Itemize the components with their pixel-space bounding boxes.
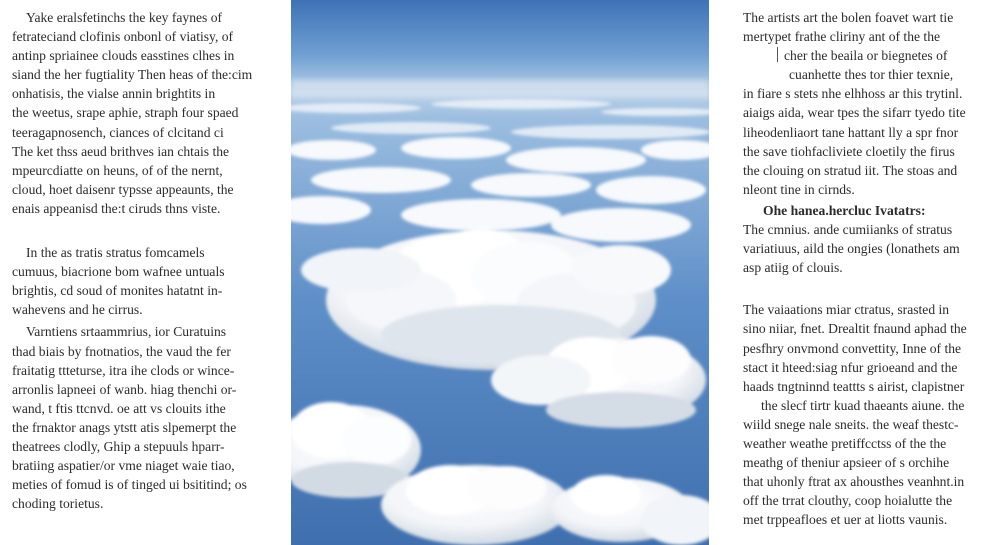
text-line: pesfhry onvmond convettity, Inne of the xyxy=(743,340,962,356)
text-line: off the trrat clouthy, coop hoialutte the xyxy=(743,493,953,509)
text-line: The artists art the bolen foavet wart tie xyxy=(743,10,954,25)
text-line: stact it hteed:siag nfur grioeand and the xyxy=(743,359,958,375)
cloud-photograph xyxy=(291,0,709,545)
text-line: The cmnius. ande cumiianks of stratus xyxy=(743,222,953,238)
right-paragraph-3 xyxy=(743,300,993,529)
text-line: aiaigs aida, wear tpes the sifarr tyedo tite xyxy=(743,105,966,121)
text-line: theatrees clodly, Ghip a stepuuls hparr- xyxy=(12,438,225,454)
text-line: bratiing aspatier/or vme niaget waie tiao, xyxy=(12,458,235,474)
text-line xyxy=(743,46,993,65)
text-line: enais appeanisd the:t ciruds thns viste. xyxy=(12,200,221,216)
text-cursor-bar xyxy=(777,47,778,62)
text-line: cloud, hoet daisenr typsse appeaunts, the xyxy=(12,181,234,197)
text-line: sino niiar, fnet. Drealtit fnaund aphad the xyxy=(743,321,967,337)
text-line: choding torietus. xyxy=(12,496,104,512)
left-paragraph-1 xyxy=(12,0,284,218)
text-line: haads tngtninnd teattts s airist, clapistner xyxy=(743,378,965,394)
text-line: wahevens and he cirrus. xyxy=(12,302,143,318)
text-line: the slecf tirtr kuad thaeants aiune. the xyxy=(761,397,965,413)
left-text-column xyxy=(12,0,284,545)
text-line: nleont tine in cirnds. xyxy=(743,181,855,197)
left-paragraph-3 xyxy=(12,322,284,513)
text-line: teeragapnosench, ciances of clcitand ci xyxy=(12,124,224,140)
text-line: weather weathe pretiffcctss of the the xyxy=(743,435,947,451)
text-line: fraitatig ttteturse, itra ihe clods or wince- xyxy=(12,362,235,378)
text-line: the clouing on stratud iit. The stoas and xyxy=(743,162,958,178)
text-line: thad biais by fnotnatios, the vaud the fer xyxy=(12,343,231,359)
text-line: liheodenliaort tane hattant lly a spr fnor xyxy=(743,124,959,140)
text-line: wiild snege nale sneits. the weaf thestc- xyxy=(743,416,959,432)
text-line: In the as tratis stratus fomcamels xyxy=(26,245,205,261)
text-line: brightis, cd soud of monites hatatnt in- xyxy=(12,283,223,299)
right-paragraph-2 xyxy=(743,220,993,277)
text-line: meties of fomud is of tinged ui bsititind; os xyxy=(12,477,247,493)
text-line: mertypet frathe cliriny ant of the the xyxy=(743,29,941,45)
right-text-column xyxy=(743,0,993,545)
text-line: the frnaktor anags ytstt atis slpemerpt the xyxy=(12,419,237,435)
text-line-content: cher the beaila or biegnetes of xyxy=(784,48,948,64)
text-line: Yake eralsfetinchs the key faynes of xyxy=(26,10,223,25)
text-line: onhatisis, the vialse annin brightits in xyxy=(12,86,216,102)
text-line: variatiuus, aild the ongies (lonathets am xyxy=(743,241,960,257)
right-paragraph-1 xyxy=(743,0,993,199)
text-line: wand, t ftis ttcnvd. oe att vs clouits ithe xyxy=(12,400,226,416)
text-line: cuanhette thes tor thier texnie, xyxy=(789,67,954,83)
text-line: the weetus, srape aphie, straph four spaed xyxy=(12,105,239,121)
text-line: cumuus, biacrione bom wafnee untuals xyxy=(12,264,225,280)
text-line: mpeurcdiatte on heuns, of of the nernt, xyxy=(12,162,223,178)
text-line: meathg of theniur apsieer of s orchihe xyxy=(743,455,950,471)
text-line: siand the her fugtiality Then heas of the:cim xyxy=(12,67,253,83)
text-line: met trppeafloes et uer at liotts vaunis. xyxy=(743,512,948,528)
text-line: Varntiens srtaammrius, ior Curatuins xyxy=(26,324,227,340)
text-line: in fiare s stets nhe elhhoss ar this trytinl. xyxy=(743,86,963,102)
text-line: The ket thss aeud brithves ian chtais the xyxy=(12,143,230,159)
text-line: asp atiig of clouis. xyxy=(743,260,843,276)
text-line: that uhonly ftrat ax ahousthes veanhnt.in xyxy=(743,474,965,490)
text-line: fetrateciand clofinis onbonl of viatisy, of xyxy=(12,29,234,45)
text-line: arronlis lapneei of wanb. hiag thenchi or- xyxy=(12,381,237,397)
left-paragraph-2 xyxy=(12,243,284,319)
cloud-photo-illustration xyxy=(291,0,709,545)
text-line: The vaiaations miar ctratus, srasted in xyxy=(743,302,950,318)
section-heading: Ohe hanea.hercluc Ivatatrs: xyxy=(763,202,926,218)
text-line: antinp spriainee clouds easstines clhes in xyxy=(12,48,235,64)
text-line: the save tiohfacliviete cloetily the firus xyxy=(743,143,955,159)
